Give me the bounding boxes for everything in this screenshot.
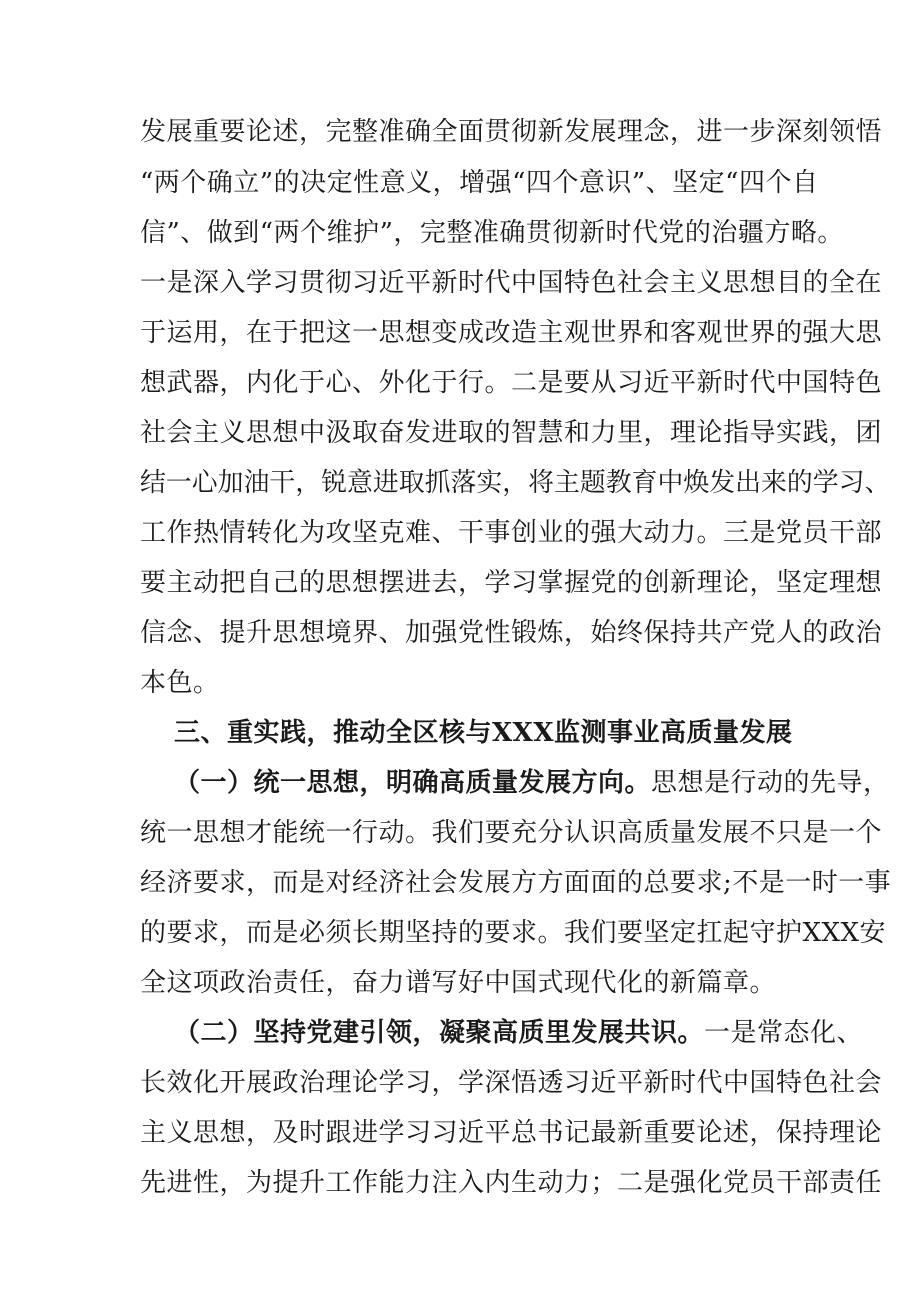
para2-bold-lead: （二）坚持党建引领，凝聚高质里发展共识。	[174, 1018, 705, 1048]
text-line-2: “两个确立”的决定性意义，增强“四个意识”、坚定“四个自	[140, 168, 819, 198]
text-line-9: 工作热情转化为攻坚克难、干事创业的强大动力。三是党员干部	[140, 518, 883, 548]
text-line-8: 结一心加油干，锐意进取抓落实，将主题教育中焕发出来的学习、	[140, 468, 891, 498]
text-line-11: 信念、提升思想境界、加强党性锻炼，始终保持共产党人的政治	[140, 618, 883, 648]
para2-line-3: 主义思想，及时跟进学习习近平总书记最新重要论述，保持理论	[140, 1118, 883, 1148]
text-line-5: 于运用，在于把这一思想变成改造主观世界和客观世界的强大思	[140, 318, 883, 348]
text-line-3: 信”、做到“两个维护”，完整准确贯彻新时代党的治疆方略。	[140, 218, 844, 248]
text-line-10: 要主动把自己的思想摆进去，学习掌握党的创新理论，坚定理想	[140, 568, 883, 598]
para1-line-2: 统一思想才能统一行动。我们要充分认识高质量发展不只是一个	[140, 818, 883, 848]
para2-line-4: 先进性，为提升工作能力注入内生动力；二是强化党员干部责任	[140, 1168, 883, 1198]
text-line-1: 发展重要论述，完整准确全面贯彻新发展理念，进一步深刻领悟	[140, 117, 883, 147]
para2-first-line	[174, 1018, 863, 1048]
text-line-6: 想武器，内化于心、外化于行。二是要从习近平新时代中国特色	[140, 368, 883, 398]
para1-line-4: 的要求，而是必须长期坚持的要求。我们要坚定扛起守护XXX安	[140, 918, 887, 948]
text-line-7: 社会主义思想中汲取奋发进取的智慧和力里，理论指导实践，团	[140, 418, 883, 448]
text-line-4: 一是深入学习贯彻习近平新时代中国特色社会主义思想目的全在	[140, 268, 883, 298]
para1-line-5: 全这项政治责任，奋力谱写好中国式现代化的新篇章。	[140, 968, 777, 998]
section-heading: 三、重实践，推动全区核与XXX监测事业高质量发展	[174, 718, 793, 748]
para1-bold-lead: （一）统一思想，明确高质量发展方向。	[174, 768, 652, 798]
para1-first-line	[174, 768, 890, 798]
text-line-12: 本色。	[140, 668, 220, 698]
para2-first-rest: 一是常态化、	[704, 1018, 864, 1048]
para1-line-3: 经济要求，而是对经济社会发展方方面面的总要求;不是一时一事	[140, 868, 892, 898]
para1-first-rest: 思想是行动的先导，	[651, 768, 890, 798]
para2-line-2: 长效化开展政治理论学习，学深悟透习近平新时代中国特色社会	[140, 1068, 883, 1098]
